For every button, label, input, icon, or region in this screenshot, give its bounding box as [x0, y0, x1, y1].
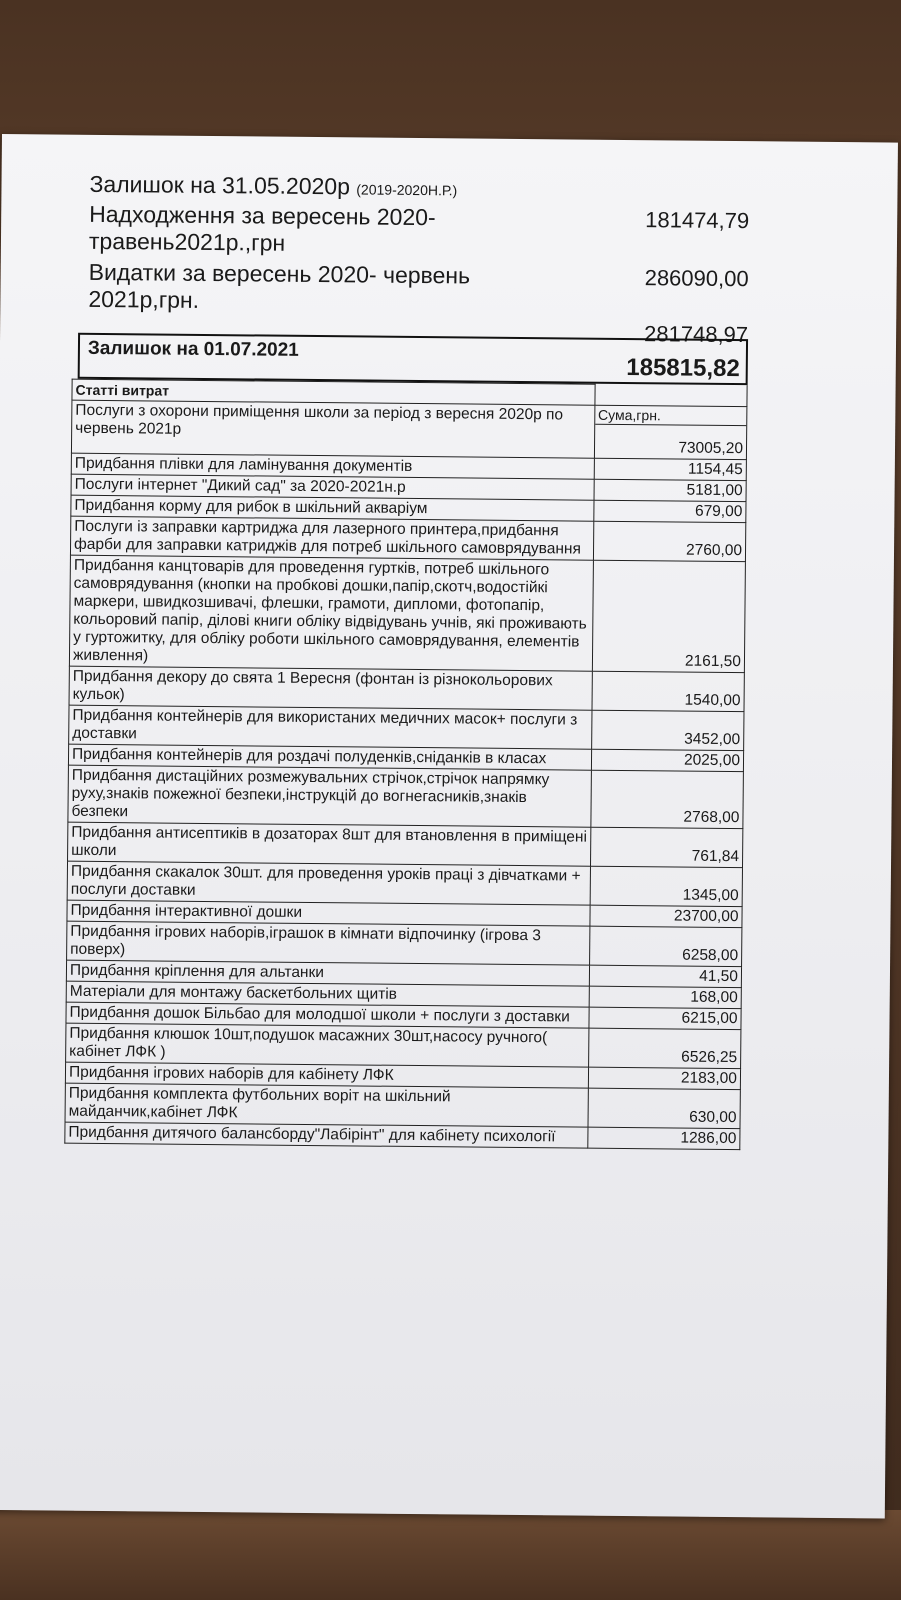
item-amount-value: 679,00 — [694, 502, 743, 521]
table-row — [67, 861, 742, 906]
item-amount-value: 6526,25 — [681, 1048, 738, 1067]
table-row — [65, 1083, 740, 1128]
document-sheet — [0, 134, 898, 1519]
item-description: Придбання декору до свята 1 Вересня (фонтан із різнокольорових кульок) — [69, 666, 592, 710]
item-amount-value: 2768,00 — [683, 808, 740, 827]
table-row — [71, 400, 746, 459]
expense-label: Видатки за вересень 2020- червень 2021р,грн. — [88, 258, 471, 313]
item-amount — [589, 926, 742, 966]
table-row — [66, 1023, 741, 1068]
table-row — [70, 516, 745, 561]
item-description: Придбання контейнерів для роздачі полуденків,сніданків в класах — [68, 744, 591, 770]
item-description: Придбання скакалок 30шт. для проведення уроків праці з дівчатками + послуги доставки — [67, 861, 590, 905]
item-amount — [589, 986, 741, 1008]
item-amount — [590, 905, 742, 927]
item-amount — [589, 965, 741, 987]
item-amount — [593, 521, 746, 561]
item-amount — [591, 749, 743, 771]
item-description: Матеріали для монтажу баскетбольних щитів — [66, 981, 589, 1007]
item-description: Придбання дистаційних розмежувальних стрічок,стрічок напрямку руху,знаків пожежної безпеки,інструкцій до вогнегасників,знаків безпеки — [68, 765, 591, 827]
item-description: Придбання комплекта футбольних воріт на шкільний майданчик,кабінет ЛФК — [65, 1083, 588, 1127]
item-amount — [594, 458, 746, 480]
item-amount-value: 2161,50 — [684, 652, 742, 671]
item-description: Придбання плівки для ламінування документів — [71, 453, 594, 479]
item-amount-value: 1286,00 — [680, 1129, 737, 1148]
closing-balance-value: 185815,82 — [626, 354, 740, 383]
item-description: Придбання ігрових наборів для кабінету ЛФК — [65, 1062, 588, 1088]
expense-items-table — [64, 379, 747, 1150]
item-amount-value: 168,00 — [690, 988, 738, 1007]
item-description: Придбання клюшок 10шт,подушок масажних 30шт,насосу ручного( кабінет ЛФК ) — [66, 1023, 589, 1067]
opening-balance-label — [89, 171, 529, 205]
table-row — [67, 921, 742, 966]
item-amount — [590, 827, 743, 867]
item-amount — [590, 866, 743, 906]
item-amount-value: 1345,00 — [682, 886, 739, 905]
opening-balance-text: Залишок на 31.05.2020р — [89, 170, 351, 200]
wooden-table-surface — [0, 1510, 901, 1600]
table-row — [68, 822, 743, 867]
header-amount: Сума,грн. — [595, 406, 746, 426]
item-description: Послуги із заправки картриджа для лазерного принтера,придбання фарби для заправки катриджів для потреб шкільного самоврядування — [70, 516, 593, 560]
income-value: 286090,00 — [644, 265, 749, 292]
item-description: Придбання інтерактивної дошки — [67, 900, 590, 926]
closing-balance-label: Залишок на 01.07.2021 — [87, 337, 299, 361]
opening-balance-value: 181474,79 — [645, 207, 750, 234]
item-amount-value: 6258,00 — [682, 946, 739, 965]
item-description: Послуги інтернет "Дикий сад" за 2020-2021н.р — [71, 474, 594, 500]
item-description: Придбання ігрових наборів,іграшок в кімнати відпочинку (ігрова 3 поверх) — [67, 921, 590, 965]
item-amount-value: 1154,45 — [687, 460, 743, 479]
item-amount-value: 2183,00 — [680, 1069, 738, 1088]
item-amount-value: 1540,00 — [684, 691, 741, 710]
summary-block — [78, 171, 750, 383]
header-amount-spacer — [595, 384, 747, 406]
item-amount-value: 2760,00 — [685, 541, 743, 560]
item-amount — [589, 1007, 741, 1029]
item-amount-value: 5181,00 — [686, 481, 743, 500]
table-body — [65, 400, 747, 1149]
document-content — [68, 170, 750, 1148]
item-description: Придбання дитячого балансборду"Лабірінт" для кабінету психології — [65, 1122, 588, 1148]
income-label: Надходження за вересень 2020-травень2021р.,грн — [88, 200, 436, 256]
item-amount — [588, 1088, 741, 1128]
item-description: Послуги з охорони приміщення школи за період з вересня 2020р по червень 2021р — [71, 400, 594, 458]
item-description: Придбання корму для рибок в шкільний акваріум — [71, 495, 594, 521]
item-amount — [588, 1028, 741, 1068]
item-amount — [594, 479, 746, 501]
item-amount — [592, 671, 745, 711]
header-items: Статті витрат — [72, 379, 595, 405]
item-amount — [591, 710, 744, 750]
opening-balance-note: (2019-2020Н.Р.) — [356, 181, 458, 199]
item-amount — [594, 405, 747, 459]
item-amount — [594, 500, 746, 522]
item-amount — [591, 770, 744, 828]
item-description: Придбання дошок Більбао для молодшої школи + послуги з доставки — [66, 1002, 589, 1028]
table-row — [69, 666, 744, 711]
item-amount-value: 23700,00 — [673, 907, 739, 926]
item-description: Придбання канцтоварів для проведення гуртків, потреб шкільного самоврядування (кнопки на пробкові дошки,папір,скотч,водостійкі маркери, швидкозшивачі, флешки, грамоти, дипломи, фотопапір, кольоровий папір, ділові книги обліку відвідувань учнів, які проживають у гуртожитку, для обліку роботи шкільного самоврядування, елементів живлення) — [69, 555, 593, 671]
item-amount-value: 2025,00 — [683, 751, 741, 770]
item-amount-value: 761,84 — [691, 847, 740, 866]
item-amount — [588, 1127, 740, 1149]
item-description: Придбання антисептиків в дозаторах 8шт для втановлення в приміщені школи — [68, 822, 591, 866]
item-description: Придбання контейнерів для використаних медичних масок+ послуги з доставки — [69, 705, 592, 749]
item-amount-value: 73005,20 — [678, 439, 744, 458]
item-amount-value: 3452,00 — [684, 730, 741, 749]
item-amount — [588, 1067, 740, 1089]
item-amount-value: 41,50 — [699, 967, 739, 986]
item-description: Придбання кріплення для альтанки — [66, 960, 589, 986]
item-amount-value: 630,00 — [689, 1108, 737, 1127]
item-amount — [592, 560, 745, 672]
item-amount-value: 6215,00 — [681, 1009, 738, 1028]
table-row — [68, 765, 744, 828]
closing-balance-row — [78, 333, 748, 385]
expense-value: 281748,97 — [643, 321, 749, 348]
table-row — [69, 555, 745, 672]
table-row — [69, 705, 744, 750]
